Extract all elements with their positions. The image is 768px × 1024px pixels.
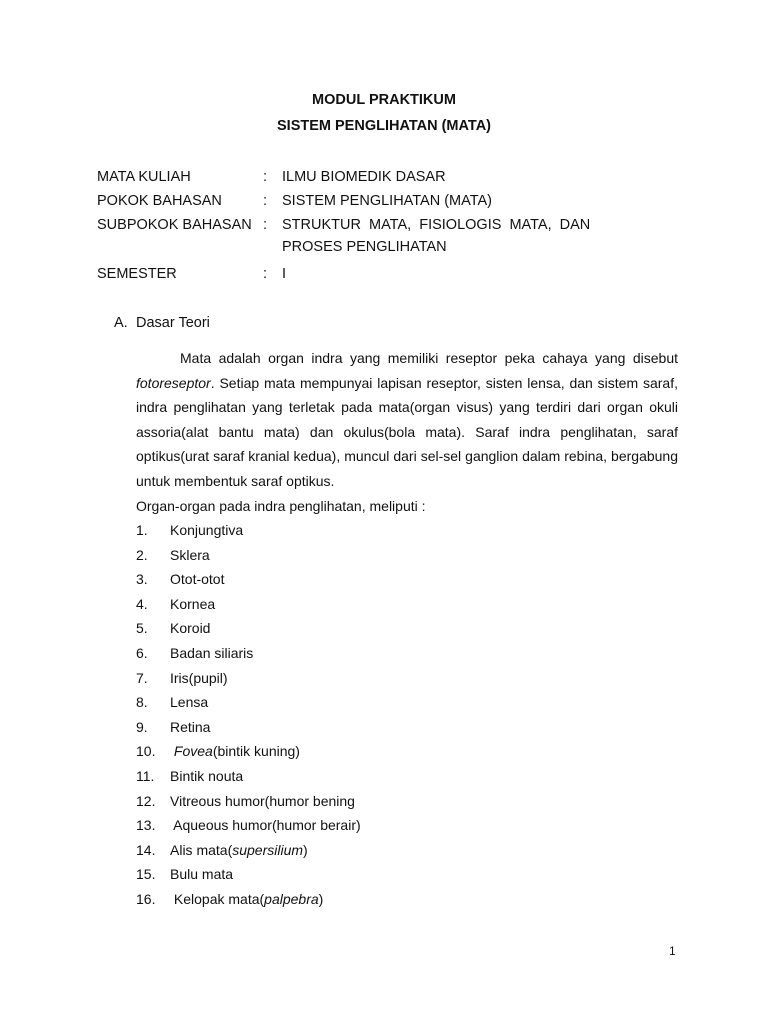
- list-text: (bintik kuning): [212, 743, 300, 760]
- meta-colon: :: [263, 217, 268, 233]
- organ-list: [136, 518, 361, 912]
- meta-colon: :: [263, 193, 268, 209]
- list-text: Badan siliaris: [170, 644, 254, 661]
- list-text: ): [318, 890, 324, 907]
- list-text: Iris(pupil): [170, 669, 228, 686]
- meta-value: ILMU BIOMEDIK DASAR: [282, 169, 446, 185]
- list-number: 6.: [136, 644, 148, 661]
- list-number: 3.: [136, 571, 148, 588]
- list-item: [136, 887, 361, 912]
- list-text: Konjungtiva: [170, 522, 244, 538]
- list-text: Alis mata(: [170, 841, 233, 858]
- meta-label: POKOK BAHASAN: [97, 193, 222, 209]
- section-heading: [114, 315, 210, 331]
- list-item: [136, 690, 361, 715]
- list-item: [136, 592, 361, 617]
- list-text: Retina: [170, 718, 211, 735]
- list-number: 5.: [136, 620, 148, 637]
- list-text: Kelopak mata(: [170, 890, 265, 907]
- meta-label: SUBPOKOK BAHASAN: [97, 217, 252, 233]
- theory-paragraph: [136, 346, 678, 494]
- list-item: [136, 862, 361, 887]
- list-item: [136, 641, 361, 666]
- section-letter: A.: [114, 315, 128, 331]
- list-term: palpebra: [264, 890, 319, 907]
- meta-label: MATA KULIAH: [97, 169, 191, 185]
- list-item: [136, 789, 361, 814]
- list-number: 2.: [136, 546, 148, 563]
- list-item: [136, 715, 361, 740]
- list-item: [136, 567, 361, 592]
- list-number: 4.: [136, 595, 148, 612]
- list-number: 8.: [136, 694, 148, 711]
- list-text: Otot-otot: [170, 571, 225, 588]
- paragraph-term: fotoreseptor: [136, 374, 211, 391]
- paragraph-text: . Setiap mata mempunyai lapisan reseptor, sisten lensa, dan sistem saraf, indra penglihatan yang terletak pada mata(organ visus) yang terdiri dari organ okuli assoria(alat bantu mata) dan okulus(bola mata). Saraf indra penglihatan, saraf optikus(urat saraf kranial kedua), muncul dari sel-sel ganglion dalam rebina, bergabung untuk membentuk saraf optikus.: [136, 374, 678, 489]
- list-term: supersilium: [232, 841, 304, 858]
- list-number: 10.: [136, 743, 156, 760]
- list-number: 11.: [136, 767, 155, 784]
- list-item: [136, 616, 361, 641]
- list-number: 12.: [136, 792, 156, 809]
- list-item: [136, 518, 361, 543]
- section-title: Dasar Teori: [136, 315, 210, 331]
- module-title: MODUL PRAKTIKUM: [312, 92, 456, 108]
- list-text: Kornea: [170, 595, 216, 612]
- page-number: 1: [669, 944, 676, 958]
- meta-value-continuation: PROSES PENGLIHATAN: [282, 239, 447, 255]
- list-item: [136, 838, 361, 863]
- list-text: ): [303, 841, 308, 858]
- paragraph-text: Mata adalah organ indra yang memiliki reseptor peka cahaya yang disebut: [180, 350, 678, 366]
- list-number: 16.: [136, 890, 156, 907]
- list-number: 1.: [136, 522, 148, 538]
- meta-value: SISTEM PENGLIHATAN (MATA): [282, 193, 492, 209]
- list-item: [136, 764, 361, 789]
- meta-colon: :: [263, 266, 268, 282]
- list-number: 15.: [136, 866, 156, 883]
- list-text: Vitreous humor(humor bening: [170, 792, 355, 809]
- list-number: 9.: [136, 718, 148, 735]
- list-number: 14.: [136, 841, 156, 858]
- list-text: Bulu mata: [170, 866, 234, 883]
- list-item: [136, 813, 361, 838]
- list-text: Koroid: [170, 620, 211, 637]
- meta-value: STRUKTUR MATA, FISIOLOGIS MATA, DAN: [282, 217, 591, 233]
- organ-list-intro: Organ-organ pada indra penglihatan, meliputi :: [136, 498, 426, 514]
- list-item: [136, 543, 361, 568]
- list-item: [136, 739, 361, 764]
- meta-colon: :: [263, 169, 268, 185]
- list-text: Bintik nouta: [170, 767, 244, 784]
- list-text: Aqueous humor(humor berair): [170, 817, 361, 834]
- list-number: 13.: [136, 817, 156, 834]
- list-term: Fovea: [173, 743, 213, 760]
- list-text: Lensa: [170, 694, 209, 711]
- meta-value: I: [282, 266, 287, 282]
- list-number: 7.: [136, 669, 148, 686]
- module-subtitle: SISTEM PENGLIHATAN (MATA): [277, 118, 491, 134]
- meta-label: SEMESTER: [97, 266, 177, 282]
- list-item: [136, 666, 361, 691]
- list-text: Sklera: [170, 546, 210, 563]
